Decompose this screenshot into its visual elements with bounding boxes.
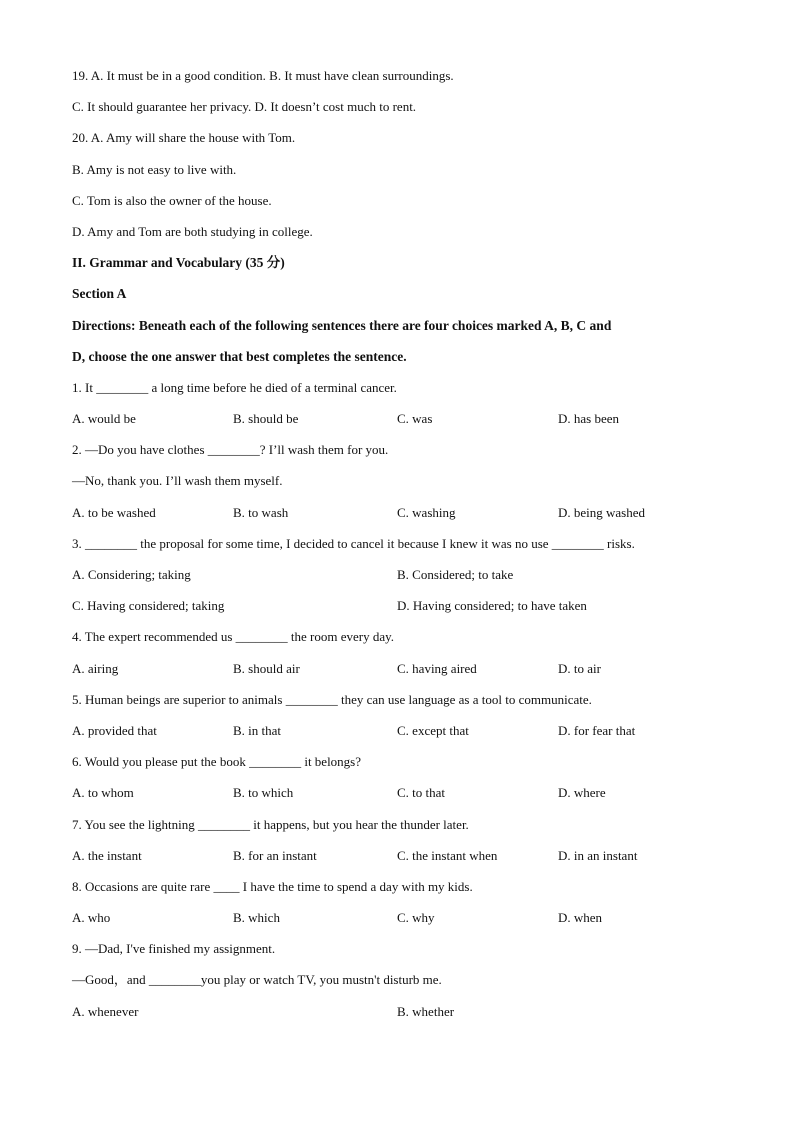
option-d: D. being washed xyxy=(558,504,646,520)
exam-page xyxy=(72,62,722,1029)
option-a: A. the instant xyxy=(72,847,142,863)
q20-option-b: B. Amy is not easy to live with. xyxy=(72,161,237,177)
directions-line-1: Directions: Beneath each of the following sentences there are four choices marked A, B, C and xyxy=(72,317,612,333)
option-a: A. Considering; taking xyxy=(72,567,191,582)
option-d: D. when xyxy=(558,910,603,926)
option-c: C. why xyxy=(397,910,435,926)
option-b: B. to which xyxy=(233,785,294,801)
option-a: A. provided that xyxy=(72,722,157,738)
question-3-options-row-2 xyxy=(72,592,722,623)
option-a: A. whenever xyxy=(72,1003,139,1019)
option-a: A. to whom xyxy=(72,785,134,801)
question-9: 9. —Dad, I've finished my assignment. xyxy=(72,941,276,957)
option-d: D. for fear that xyxy=(558,722,636,738)
option-d: D. to air xyxy=(558,660,601,676)
option-c: C. the instant when xyxy=(397,847,498,863)
option-a: A. would be xyxy=(72,411,136,427)
option-d: D. in an instant xyxy=(558,847,638,863)
q20-option-a: 20. A. Amy will share the house with Tom. xyxy=(72,130,296,146)
question-4-options xyxy=(72,655,722,686)
section-heading: Section A xyxy=(72,286,127,302)
question-9-reply: —Good，and ________you play or watch TV, you mustn't disturb me. xyxy=(72,972,442,988)
option-c: C. was xyxy=(397,411,433,427)
option-b: B. to wash xyxy=(233,504,289,520)
option-c: C. except that xyxy=(397,722,469,738)
question-6: 6. Would you please put the book ________ it belongs? xyxy=(72,754,362,770)
question-5-options xyxy=(72,717,722,748)
option-d: D. Having considered; to have taken xyxy=(397,598,587,614)
option-b: B. for an instant xyxy=(233,847,317,863)
option-a: A. who xyxy=(72,910,111,926)
q19-options-line-1: 19. A. It must be in a good condition. B. It must have clean surroundings. xyxy=(72,68,454,83)
option-b: B. should air xyxy=(233,660,300,676)
question-3: 3. ________ the proposal for some time, I decided to cancel it because I knew it was no use ________ risks. xyxy=(72,535,635,551)
option-b: B. which xyxy=(233,910,280,926)
question-4: 4. The expert recommended us ________ the room every day. xyxy=(72,629,395,645)
option-a: A. airing xyxy=(72,660,119,676)
question-2-reply: —No, thank you. I’ll wash them myself. xyxy=(72,473,283,489)
q20-option-c: C. Tom is also the owner of the house. xyxy=(72,192,272,208)
option-b: B. should be xyxy=(233,411,299,427)
part-heading: II. Grammar and Vocabulary (35 分) xyxy=(72,255,285,271)
question-8-options xyxy=(72,904,722,935)
question-6-options xyxy=(72,779,722,810)
question-2: 2. —Do you have clothes ________? I’ll wash them for you. xyxy=(72,442,389,458)
option-d: D. where xyxy=(558,785,606,801)
question-3-options-row-1 xyxy=(72,561,722,592)
question-5: 5. Human beings are superior to animals ________ they can use language as a tool to communicate. xyxy=(72,691,592,707)
question-2-options xyxy=(72,499,722,530)
question-1: 1. It ________ a long time before he died of a terminal cancer. xyxy=(72,379,397,395)
option-c: C. to that xyxy=(397,785,446,801)
option-b: B. Considered; to take xyxy=(397,567,514,582)
q19-options-line-2: C. It should guarantee her privacy. D. It doesn’t cost much to rent. xyxy=(72,99,417,115)
option-c: C. Having considered; taking xyxy=(72,598,225,614)
option-c: C. washing xyxy=(397,504,456,520)
question-7-options xyxy=(72,842,722,873)
question-1-options xyxy=(72,405,722,436)
question-8: 8. Occasions are quite rare ____ I have the time to spend a day with my kids. xyxy=(72,878,473,894)
question-9-options xyxy=(72,998,722,1029)
option-b: B. whether xyxy=(397,1003,455,1019)
option-b: B. in that xyxy=(233,722,282,738)
question-7: 7. You see the lightning ________ it happens, but you hear the thunder later. xyxy=(72,816,469,832)
option-d: D. has been xyxy=(558,411,620,427)
option-a: A. to be washed xyxy=(72,504,156,520)
option-c: C. having aired xyxy=(397,660,477,676)
q20-option-d: D. Amy and Tom are both studying in college. xyxy=(72,223,313,239)
directions-line-2: D, choose the one answer that best completes the sentence. xyxy=(72,348,407,364)
